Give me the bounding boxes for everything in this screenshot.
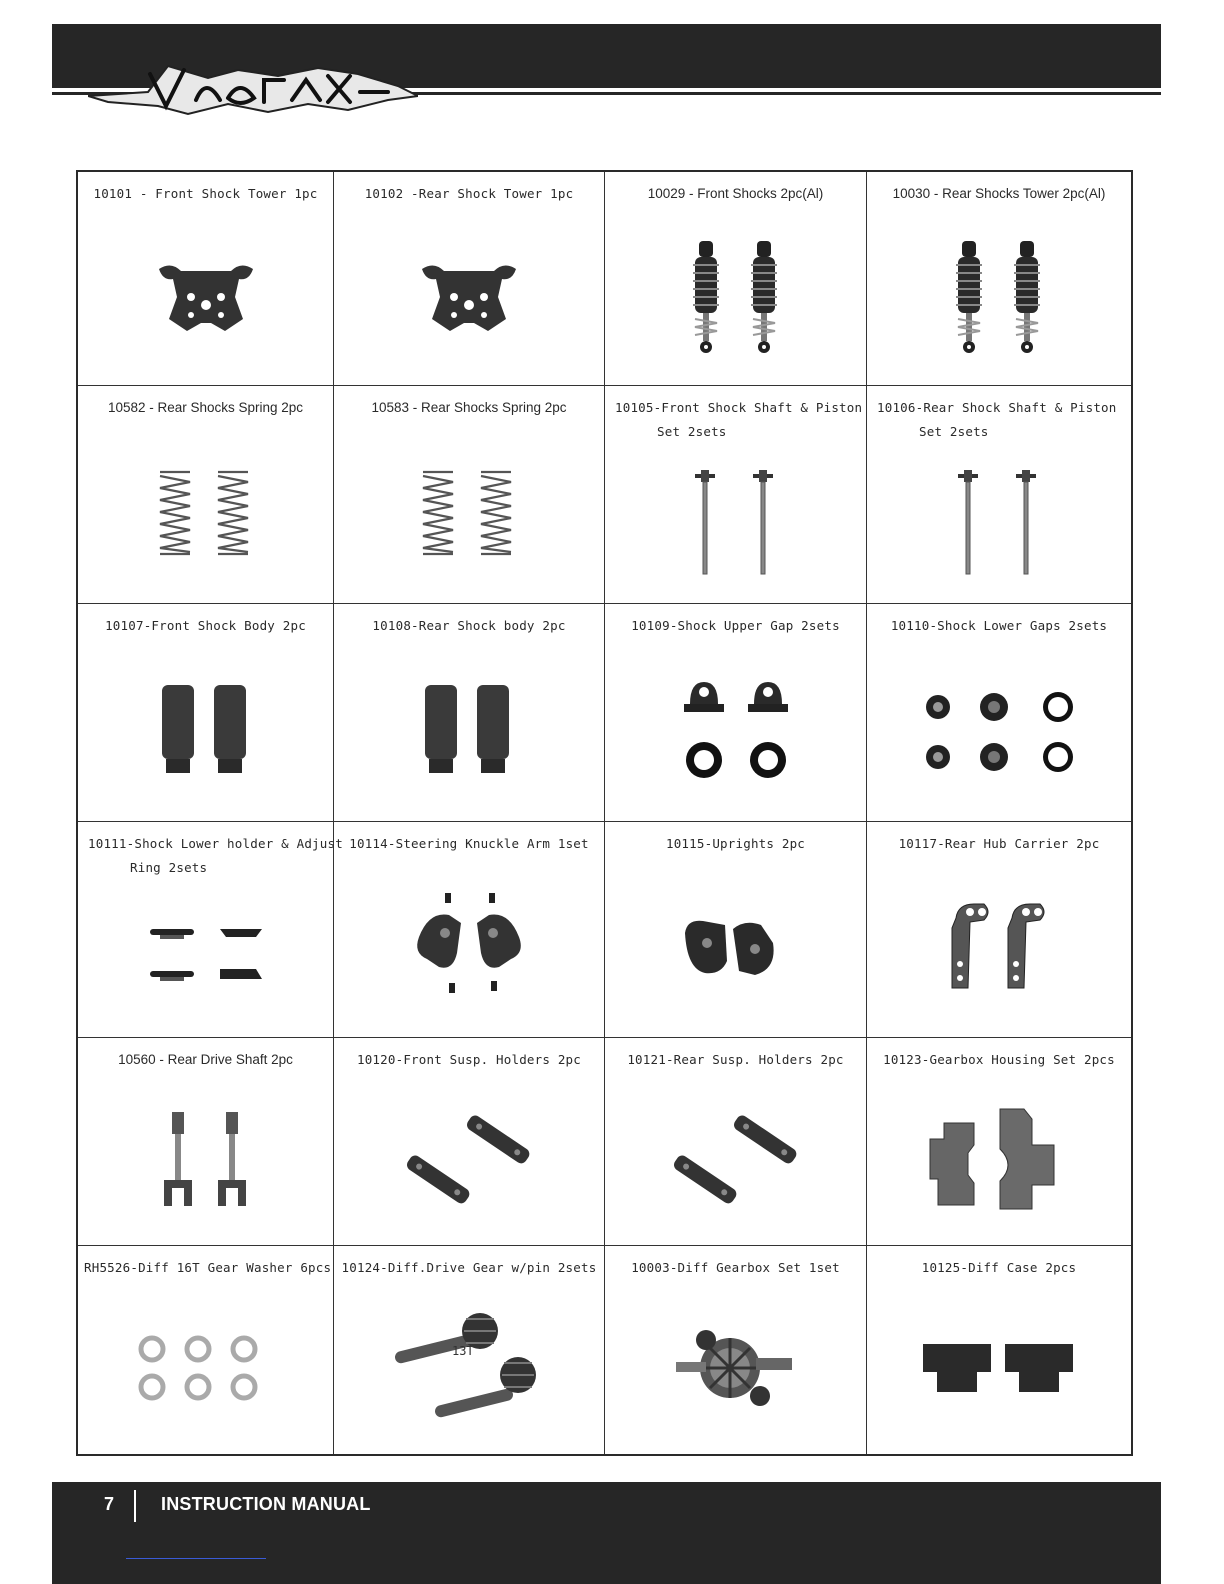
- part-cell: [78, 1246, 334, 1454]
- part-label-line1: 10029 - Front Shocks 2pc(Al): [647, 186, 824, 201]
- part-label: [605, 1256, 866, 1280]
- part-label-line1: 10117-Rear Hub Carrier 2pc: [898, 836, 1100, 851]
- part-label-line2: Set 2sets: [919, 424, 989, 439]
- part-label: [867, 1256, 1131, 1280]
- part-cell: [334, 822, 605, 1038]
- part-label: [867, 182, 1131, 206]
- diff-case-icon: [867, 1292, 1131, 1444]
- part-label-line1: 10125-Diff Case 2pcs: [921, 1260, 1077, 1275]
- part-cell: [867, 604, 1131, 822]
- part-label-line1: 10583 - Rear Shocks Spring 2pc: [371, 400, 567, 415]
- part-cell: [334, 1038, 605, 1246]
- part-cell: [867, 172, 1131, 386]
- part-label-line1: 10101 - Front Shock Tower 1pc: [93, 186, 318, 201]
- part-label-line1: 10115-Uprights 2pc: [665, 836, 806, 851]
- shock-tower-icon: [334, 218, 604, 375]
- part-label: [605, 182, 866, 206]
- part-cell: [78, 386, 334, 604]
- spring-icon: [334, 432, 604, 593]
- part-label-line1: 10030 - Rear Shocks Tower 2pc(Al): [892, 186, 1106, 201]
- part-label-line1: 10582 - Rear Shocks Spring 2pc: [107, 400, 304, 415]
- shock-body-icon: [334, 650, 604, 811]
- steering-knuckle-icon: [334, 868, 604, 1027]
- part-label-line1: 10003-Diff Gearbox Set 1set: [631, 1260, 840, 1275]
- hub-carrier-icon: [867, 868, 1131, 1027]
- parts-grid: [76, 170, 1133, 1456]
- part-cell: [78, 604, 334, 822]
- part-label: [867, 396, 1131, 444]
- part-cell: [78, 1038, 334, 1246]
- part-label: [78, 832, 343, 880]
- part-label-line1: 10560 - Rear Drive Shaft 2pc: [118, 1052, 293, 1067]
- part-label: [334, 396, 604, 420]
- part-label: [605, 832, 866, 856]
- part-label: [78, 1256, 333, 1280]
- part-cell: [867, 386, 1131, 604]
- lower-holder-icon: [78, 892, 333, 1027]
- part-cell: [867, 1246, 1131, 1454]
- shock-absorber-icon: [867, 218, 1131, 375]
- part-label: [605, 614, 866, 638]
- part-label-line1: 10121-Rear Susp. Holders 2pc: [627, 1052, 844, 1067]
- lower-cap-icon: [867, 650, 1131, 811]
- part-cell: [334, 604, 605, 822]
- part-label: [867, 614, 1131, 638]
- part-label-line1: 10107-Front Shock Body 2pc: [105, 618, 306, 633]
- part-cell: [605, 822, 867, 1038]
- part-label-line1: 10110-Shock Lower Gaps 2sets: [890, 618, 1108, 633]
- part-label-line1: 10106-Rear Shock Shaft & Piston: [877, 400, 1117, 415]
- part-label-line1: 10123-Gearbox Housing Set 2pcs: [883, 1052, 1115, 1067]
- footer-separator: [134, 1490, 136, 1522]
- part-label-line1: 10108-Rear Shock body 2pc: [372, 618, 566, 633]
- part-label: [605, 396, 866, 444]
- drive-shaft-icon: [78, 1084, 333, 1235]
- shock-shaft-icon: [867, 456, 1131, 593]
- part-cell: [78, 172, 334, 386]
- susp-holder-icon: [605, 1084, 866, 1235]
- part-label: [78, 1048, 333, 1072]
- part-label-line1: 10109-Shock Upper Gap 2sets: [631, 618, 840, 633]
- part-label: [867, 1048, 1131, 1072]
- part-label-line1: 10124-Diff.Drive Gear w/pin 2sets: [341, 1260, 597, 1275]
- part-label: [867, 832, 1131, 856]
- washer-icon: [78, 1292, 333, 1444]
- part-cell: [605, 604, 867, 822]
- part-label: [78, 182, 333, 206]
- part-cell: [605, 172, 867, 386]
- part-label-line1: 10111-Shock Lower holder & Adjust: [88, 836, 343, 851]
- part-label-line1: 10120-Front Susp. Holders 2pc: [356, 1052, 582, 1067]
- part-cell: [867, 1038, 1131, 1246]
- part-cell: [867, 822, 1131, 1038]
- footer-link-underline: [126, 1558, 266, 1559]
- part-cell: [605, 1038, 867, 1246]
- part-label-line2: Set 2sets: [657, 424, 727, 439]
- drive-gear-icon: [334, 1292, 604, 1444]
- shock-tower-icon: [78, 218, 333, 375]
- part-cell: [334, 386, 605, 604]
- shock-body-icon: [78, 650, 333, 811]
- part-label-line1: 10105-Front Shock Shaft & Piston: [615, 400, 863, 415]
- part-label-line2: Ring 2sets: [130, 860, 208, 875]
- brand-logo: [88, 56, 418, 120]
- gear-tooth-annotation: 13T: [452, 1344, 474, 1358]
- upright-icon: [605, 868, 866, 1027]
- part-label: [605, 1048, 866, 1072]
- part-cell: [605, 1246, 867, 1454]
- part-cell: [334, 172, 605, 386]
- part-label: [78, 614, 333, 638]
- footer-title: INSTRUCTION MANUAL: [161, 1494, 371, 1514]
- part-cell: [334, 1246, 605, 1454]
- diff-gearbox-icon: [605, 1292, 866, 1444]
- part-label-line1: 10102 -Rear Shock Tower 1pc: [364, 186, 574, 201]
- part-label: [78, 396, 333, 420]
- part-label: [334, 614, 604, 638]
- part-cell: [605, 386, 867, 604]
- shock-shaft-icon: [605, 456, 866, 593]
- part-label: [334, 1048, 604, 1072]
- part-label: [334, 832, 604, 856]
- part-label-line1: RH5526-Diff 16T Gear Washer 6pcs: [84, 1260, 332, 1275]
- upper-cap-icon: [605, 650, 866, 811]
- shock-absorber-icon: [605, 218, 866, 375]
- spring-icon: [78, 432, 333, 593]
- susp-holder-icon: [334, 1084, 604, 1235]
- part-cell: [78, 822, 343, 1038]
- part-label-line1: 10114-Steering Knuckle Arm 1set: [349, 836, 589, 851]
- part-label: [334, 1256, 604, 1280]
- gearbox-housing-icon: [867, 1084, 1131, 1235]
- part-label: [334, 182, 604, 206]
- page-number: 7: [104, 1494, 115, 1514]
